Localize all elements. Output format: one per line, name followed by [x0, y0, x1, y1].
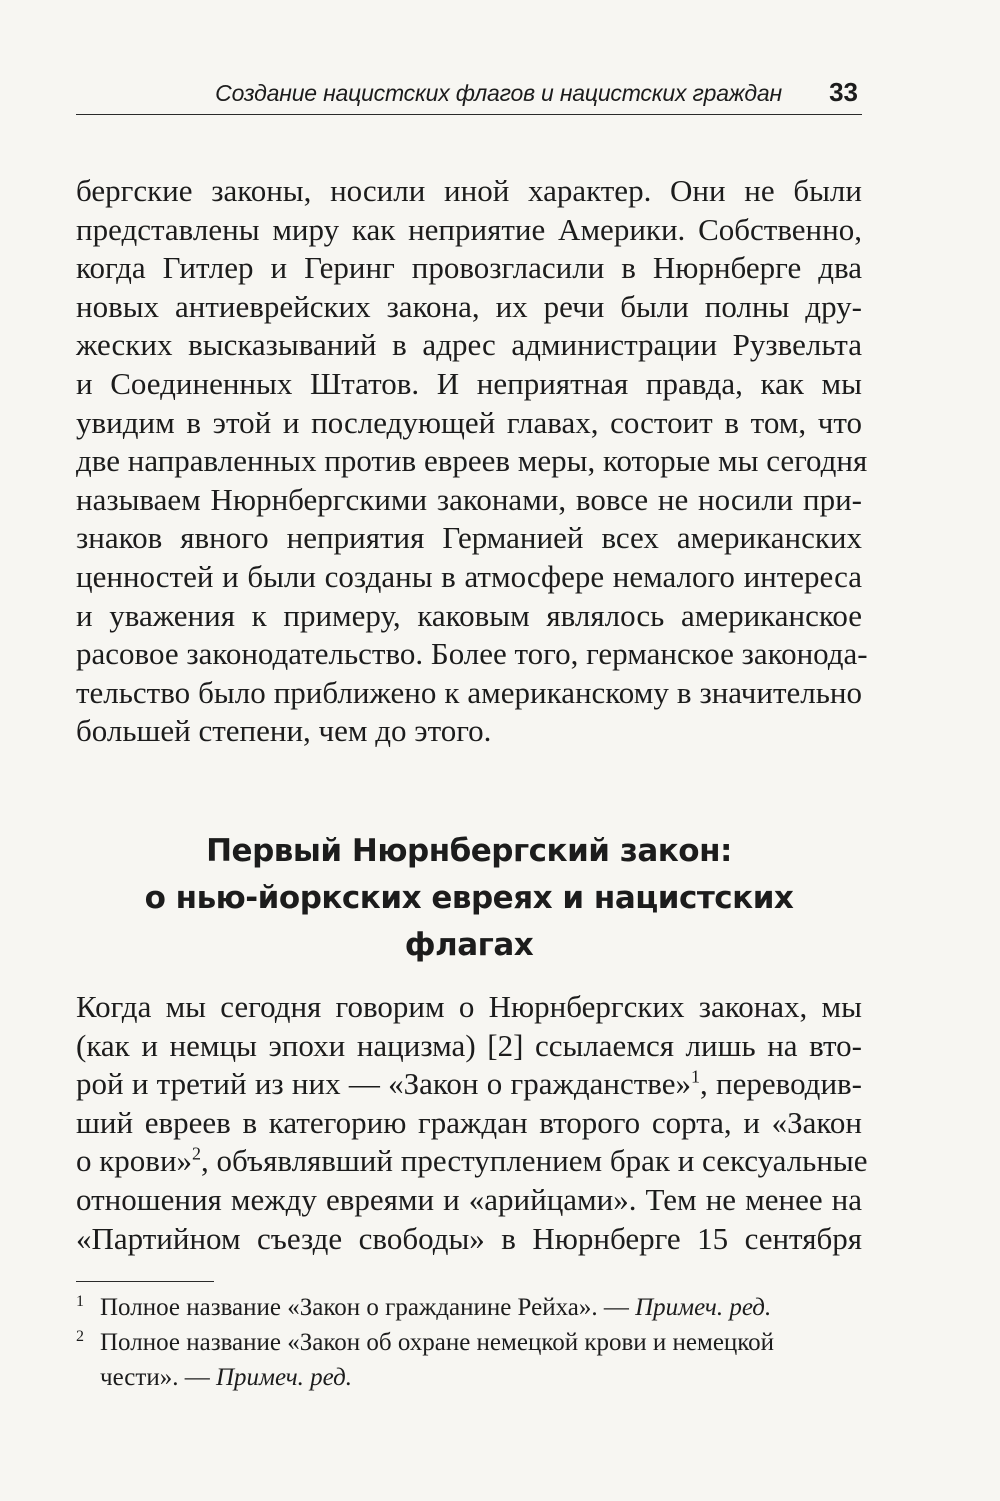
text-line: (как и немцы эпохи нацизма) [2] ссылаемся лишь на вто- — [76, 1027, 862, 1063]
text-line — [76, 1142, 868, 1181]
text-fragment: , объявлявший преступлением брак и сексуальные — [201, 1143, 868, 1179]
footnote-ref-1[interactable]: 1 — [691, 1066, 701, 1087]
section-heading — [76, 828, 862, 969]
page-number: 33 — [829, 77, 858, 107]
running-title: Создание нацистских флагов и нацистских граждан — [215, 80, 782, 106]
footnote-text: Полное название «Закон о гражданине Рейха». — — [100, 1294, 636, 1321]
editor-note: Примеч. ред. — [215, 1364, 353, 1391]
heading-line: о нью-йоркских евреях и нацистских — [144, 880, 794, 916]
text-line — [76, 1065, 862, 1104]
text-line: большей степени, чем до этого. — [76, 713, 492, 749]
footnotes — [76, 1290, 862, 1395]
text-line: представлены миру как неприятие Америки. Собственно, — [76, 211, 862, 247]
heading-line: флагах — [404, 927, 534, 963]
text-line: бергские законы, носили иной характер. Они не были — [76, 173, 862, 208]
text-line: тельство было приближено к американскому в значительно — [76, 674, 862, 710]
footnote-divider — [76, 1281, 214, 1282]
text-line: Когда мы сегодня говорим о Нюрнбергских законах, мы — [76, 989, 862, 1024]
footnote-2 — [76, 1325, 862, 1395]
footnote-line — [100, 1360, 862, 1395]
text-line: и уважения к примеру, каковым являлось американское — [76, 597, 862, 633]
text-line: знаков явного неприятия Германией всех американских — [76, 520, 862, 556]
footnote-number: 2 — [76, 1328, 84, 1345]
text-line: отношения между евреями и «арийцами». Тем не менее на — [76, 1181, 862, 1217]
section-paragraph — [76, 988, 868, 1258]
text-line: расовое законодательство. Более того, германское законода- — [76, 636, 868, 672]
text-line: новых антиеврейских закона, их речи были полны дру- — [76, 288, 862, 324]
footnote-ref-2[interactable]: 2 — [192, 1144, 202, 1165]
text-line: увидим в этой и последующей главах, состоит в том, что — [76, 404, 862, 440]
text-fragment: рой и третий из них — «Закон о гражданстве» — [76, 1066, 692, 1102]
text-line: «Партийном съезде свободы» в Нюрнберге 15 сентября — [76, 1220, 862, 1256]
footnote-number: 1 — [76, 1293, 84, 1310]
text-fragment: , переводив- — [700, 1066, 862, 1102]
footnote-line — [100, 1290, 862, 1325]
text-line: и Соединенных Штатов. И неприятная правда, как мы — [76, 365, 862, 401]
editor-note: Примеч. ред. — [635, 1294, 772, 1321]
text-line: ший евреев в категорию граждан второго сорта, и «Закон — [76, 1104, 862, 1140]
text-line: ценностей и были созданы в атмосфере немалого интереса — [76, 558, 862, 594]
body-paragraph — [76, 172, 868, 751]
heading-line: Первый Нюрнбергский закон: — [206, 833, 732, 869]
text-fragment: о крови» — [76, 1143, 193, 1179]
running-header — [76, 72, 862, 115]
text-line: называем Нюрнбергскими законами, вовсе не носили при- — [76, 481, 862, 517]
footnote-text: чести». — — [100, 1364, 216, 1391]
text-line: когда Гитлер и Геринг провозгласили в Нюрнберге два — [76, 250, 862, 286]
text-line: жеских высказываний в адрес администрации Рузвельта — [76, 327, 862, 363]
footnote-line — [100, 1325, 862, 1360]
footnote-1 — [76, 1290, 862, 1325]
footnote-text: Полное название «Закон об охране немецкой крови и немецкой — [100, 1329, 775, 1356]
text-line: две направленных против евреев меры, которые мы сегодня — [76, 443, 868, 479]
